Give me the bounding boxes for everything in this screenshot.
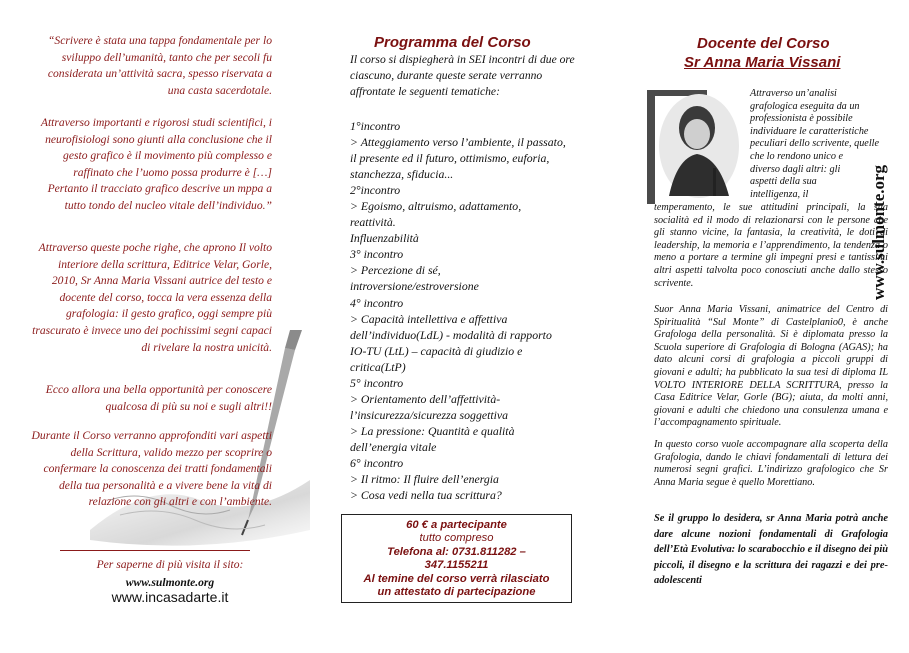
teacher-name: Sr Anna Maria Vissani [684,54,841,71]
program-line: 6° incontro [350,455,404,470]
teacher-body-1: temperamento, le sue attitudini principali, la sua socialità ed il modo di relazionarsi con le persone che gli stanno vicine, la fantasia, la creatività, le doti di leadership, la memoria e l’apprendimento, la tendenza o meno a portare a termine gli impegni presi e tantissimi altri aspetti talvolta poco conosciuti anche dallo stesso scrivente. [654,202,888,289]
certificate-label-2: un attestato di partecipazione [377,586,536,599]
program-line: > La pressione: Quantità e qualità [350,423,515,438]
program-line: IO-TU (LtL) – capacità di giudizio e [350,343,523,358]
teacher-body-2: Suor Anna Maria Vissani, animatrice del Centro di Spiritualità “Sul Monte” di Castelplanio0, è anche Grafologa della personalità. Si è diplomata presso la Scuola superiore di Grafologia di Bologna (AGAS); ha dato alcuni corsi di grafologia a piccoli gruppi di giovani e adulti; ha pubblicato la sua tesi di diploma IL VOLTO INTERIORE DELLA SCRITTURA, presso la Casa Editrice Velar, Gorle (BG); aiuta, da molti anni, giovani e adulti che chiedono una consulenza umana e l’accompagnamento spirituale. [654,304,888,429]
included-label: tutto compreso [419,532,494,545]
site-link-incasadarte[interactable]: www.incasadarte.it [111,589,229,605]
wrap-line: professionista è possibile [750,113,853,125]
divider [60,550,250,551]
site-link-sulmonte[interactable]: www.sulmonte.org [125,576,215,589]
wrap-line: individuare le caratteristiche [750,125,869,137]
quote-paragraph: Attraverso importanti e rigorosi studi scientifici, i neurofisiologi sono giunti alla conclusione che il gesto grafico è il movimento più complesso e raffinato che l’uomo possa produrre è […] Pertanto il tracciato grafico descrive un mppa a tutto tondo del nucleo vitale dell’individuo.” [40,116,272,212]
wrap-line: diverso dagli altri: gli [750,163,841,175]
vertical-site-text: www.sulmonte.org [869,164,888,300]
wrap-line: grafologica eseguita da un [750,100,860,112]
program-line: 2°incontro [350,183,401,198]
program-line: stanchezza, sfiducia... [350,167,454,182]
program-line: > Capacità intellettiva e affettiva [350,311,508,326]
teacher-body-3: In questo corso vuole accompagnare alla scoperta della Grafologia, dando le chiavi fondamentali di lettura dei numerosi segni grafici. L’indirizzo grafologico che Sr Anna Maria segue è quello Morettiano. [654,439,888,488]
program-line: 4° incontro [350,295,404,310]
program-line: critica(LtP) [350,359,406,374]
wrap-line: che lo rendono unico e [750,150,843,162]
opportunity-paragraph: Ecco allora una bella opportunità per conoscere qualcosa di più su noi e sugli altri!! [45,383,272,413]
course-paragraph: Durante il Corso verranno approfonditi vari aspetti della Scrittura, valido mezzo per scoprire o confermare la conoscenza dei tratti fondamentali della tua personalità e a vivere bene la vita di relazione con gli altri e con l’ambiente. [31,429,272,509]
price-box [341,514,572,603]
program-title: Programma del Corso [374,34,531,51]
program-line: Influenzabilità [350,231,419,246]
wrap-line: aspetti della sua [750,176,817,188]
phone-label: Telefona al: 0731.811282 – [387,545,526,558]
program-line: reattività. [350,215,396,230]
program-line: 3° incontro [350,247,404,262]
book-paragraph: Attraverso queste poche righe, che aprono Il volto interiore della scrittura, Editrice Velar, Gorle, 2010, Sr Anna Maria Vissani autrice del testo e docente del corso, tocca la vera essenza della grafologia: il gesto grafico, oggi sempre più trascurato è invece uno dei pochissimi segni capaci di rivelare la nostra unicità. [32,241,272,354]
teacher-title: Docente del Corso [697,35,830,52]
wrap-line: intelligenza, il [750,188,809,200]
program-line: > Il ritmo: Il fluire dell’energia [350,472,499,487]
program-line: dell’energia vitale [350,439,437,454]
price-label: 60 € a partecipante [406,519,507,531]
program-line: 1°incontro [350,119,401,133]
left-panel [0,0,300,653]
program-line: > Orientamento dell’affettività- [350,391,501,406]
program-list [350,118,600,503]
more-info-label: Per saperne di più visita il sito: [96,558,244,571]
program-intro: Il corso si dispiegherà in SEI incontri di due ore ciascuno, durante queste serate verranno affrontate le seguenti tematiche: [350,53,575,98]
program-line: > Atteggiamento verso l’ambiente, il passato, [350,135,566,150]
program-line: > Egoismo, altruismo, adattamento, [350,199,522,214]
program-line: > Cosa vedi nella tua scrittura? [350,488,502,503]
program-line: > Percezione di sé, [350,263,441,278]
teacher-body-4: Se il gruppo lo desidera, sr Anna Maria potrà anche dare alcune nozioni fondamentali di Grafologia dell’Età Evolutiva: lo scarabocchio e il disegno dei più piccoli, il disegno e la scrittura dei ragazzi e dei pre-adolescenti [654,513,888,586]
phone-label-2: 347.1155211 [424,559,489,572]
intro-quote: “Scrivere è stata una tappa fondamentale per lo sviluppo dell’umanità, tanto che per secoli fu considerata un’attività sacra, spesso riservata a una casta sacerdotale. [47,34,272,97]
certificate-label: Al temine del corso verrà rilasciato [363,572,550,585]
program-line: il presente ed il futuro, ottimismo, euforia, [350,151,550,166]
teacher-photo [647,88,740,204]
wrap-line: Attraverso un’analisi [750,88,837,99]
wrap-line: peculiari dello scrivente, quelle [750,138,880,150]
program-line: dell’individuo(LdL) - modalità di rapporto [350,327,552,342]
program-line: 5° incontro [350,375,404,390]
program-line: l’insicurezza/sicurezza soggettiva [350,407,509,422]
program-line: introversione/estroversione [350,279,479,294]
